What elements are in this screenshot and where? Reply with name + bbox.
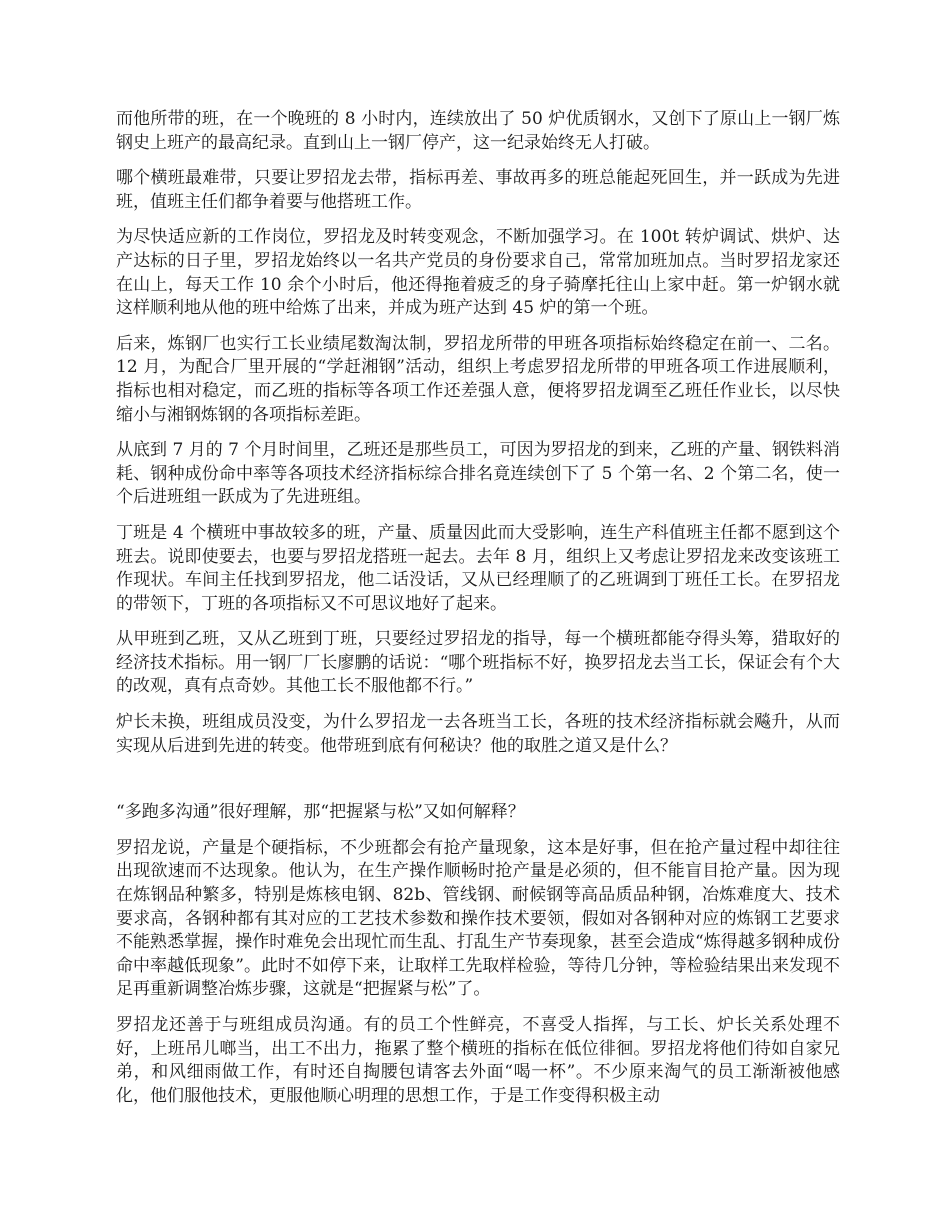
- section-question: “多跑多沟通”很好理解，那“把握紧与松”又如何解释？: [116, 802, 525, 823]
- paragraph: 哪个横班最难带，只要让罗招龙去带，指标再差、事故再多的班总能起死回生，并一跃成为先进班，值班主任们都争着要与他搭班工作。: [116, 168, 840, 212]
- paragraph: 炉长未换，班组成员没变，为什么罗招龙一去各班当工长，各班的技术经济指标就会飚升，从而实现从后进到先进的转变。他带班到底有何秘诀？他的取胜之道又是什么？: [116, 712, 840, 756]
- paragraph: 罗招龙还善于与班组成员沟通。有的员工个性鲜亮，不喜受人指挥，与工长、炉长关系处理不好，上班吊儿啷当，出工不出力，拖累了整个横班的指标在低位徘徊。罗招龙将他们待如自家兄弟，和风细雨做工作，有时还自掏腰包请客去外面“喝一杯”。不少原来淘气的员工渐渐被他感化，他们服他技术，更服他顺心明理的思想工作，于是工作变得积极主动: [116, 1015, 840, 1106]
- document-body: [116, 108, 840, 1120]
- paragraph: 罗招龙说，产量是个硬指标，不少班都会有抢产量现象，这本是好事，但在抢产量过程中却往往出现欲速而不达现象。他认为，在生产操作顺畅时抢产量是必须的，但不能盲目抢产量。因为现在炼钢品种繁多，特别是炼核电钢、82b、管线钢、耐候钢等高品质品种钢，冶炼难度大、技术要求高，各钢种都有其对应的工艺技术参数和操作技术要领，假如对各钢种对应的炼钢工艺要求不能熟悉掌握，操作时难免会出现忙而生乱、打乱生产节奏现象，甚至会造成“炼得越多钢种成份命中率越低现象”。此时不如停下来，让取样工先取样检验，等待几分钟，等检验结果出来发现不足再重新调整冶炼步骤，这就是“把握紧与松”了。: [116, 837, 840, 1000]
- paragraph: 从甲班到乙班，又从乙班到丁班，只要经过罗招龙的指导，每一个横班都能夺得头筹，猎取好的经济技术指标。用一钢厂厂长廖鹏的话说：“哪个班指标不好，换罗招龙去当工长，保证会有个大的改观，真有点奇妙。其他工长不服他都不行。”: [116, 629, 840, 697]
- paragraph: 而他所带的班，在一个晚班的 8 小时内，连续放出了 50 炉优质钢水，又创下了原山上一钢厂炼钢史上班产的最高纪录。直到山上一钢厂停产，这一纪录始终无人打破。: [116, 109, 840, 153]
- paragraph: 丁班是 4 个横班中事故较多的班，产量、质量因此而大受影响，连生产科值班主任都不愿到这个班去。说即使要去，也要与罗招龙搭班一起去。去年 8 月，组织上又考虑让罗招龙来改变该班工作现状。车间主任找到罗招龙，他二话没话，又从已经理顺了的乙班调到丁班任工长。在罗招龙的带领下，丁班的各项指标又不可思议地好了起来。: [116, 522, 840, 614]
- paragraph: 从底到 7 月的 7 个月时间里，乙班还是那些员工，可因为罗招龙的到来，乙班的产量、钢铁料消耗、钢种成份命中率等各项技术经济指标综合排名竟连续创下了 5 个第一名、2 个第二名，使一个后进班组一跃成为了先进班组。: [116, 440, 840, 508]
- paragraph: 为尽快适应新的工作岗位，罗招龙及时转变观念，不断加强学习。在 100t 转炉调试、烘炉、达产达标的日子里，罗招龙始终以一名共产党员的身份要求自己，常常加班加点。当时罗招龙家还在山上，每天工作 10 余个小时后，他还得拖着疲乏的身子骑摩托往山上家中赶。第一炉钢水就这样顺利地从他的班中给炼了出来，并成为班产达到 45 炉的第一个班。: [116, 227, 840, 319]
- paragraph: 后来，炼钢厂也实行工长业绩尾数淘汰制，罗招龙所带的甲班各项指标始终稳定在前一、二名。12 月，为配合厂里开展的“学赶湘钢”活动，组织上考虑罗招龙所带的甲班各项工作进展顺利，指标也相对稳定，而乙班的指标等各项工作还差强人意，便将罗招龙调至乙班任作业长，以尽快缩小与湘钢炼钢的各项指标差距。: [116, 333, 840, 425]
